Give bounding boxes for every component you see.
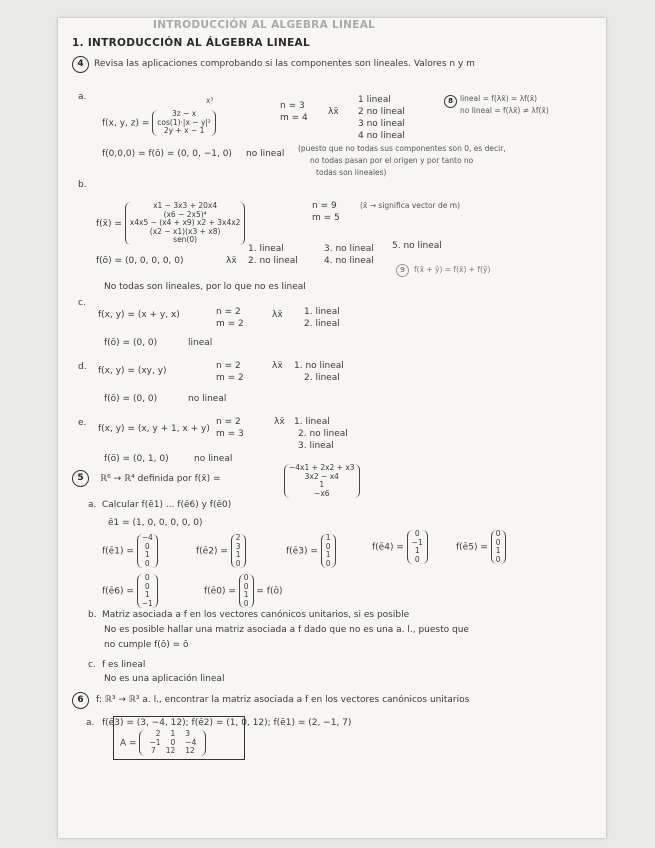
ex5b-text: Matriz asociada a f en los vectores canónicos unitarios, si es posible xyxy=(102,610,410,620)
faded-header: INTRODUCCIÓN AL ALGEBRA LINEAL xyxy=(153,19,376,31)
ex5-statement: ℝ⁶ → ℝ⁴ definida por f(x̄) = xyxy=(100,474,221,484)
ex5b-text2: No es posible hallar una matriz asociada a f dado que no es una a. l., puesto que xyxy=(104,625,469,635)
ex4b-note: f(x̄ + ȳ) = f(x̄) + f(ȳ) xyxy=(414,265,491,274)
note-tag-8: 8 xyxy=(444,95,457,108)
ex4b-lambda: λx̄ xyxy=(226,256,237,266)
ex5a-image-e4: f(ē4) = 0 −1 1 0 xyxy=(372,530,428,564)
ex4c-lambda: λx̄ xyxy=(272,310,283,320)
ex4d-lin-2: 2. lineal xyxy=(304,373,340,383)
ex4a-n: n = 3 xyxy=(280,101,305,111)
ex4d-function: f(x, y) = (xy, y) xyxy=(98,366,167,376)
exercise-number-6: 6 xyxy=(72,692,89,709)
ex6-statement: f: ℝ³ → ℝ³ a. l., encontrar la matriz asociada a f en los vectores canónicos unitarios xyxy=(96,695,470,705)
ex6a-text: f(ē3) = (3, −4, 12); f(ē2) = (1, 0, 12); f(ē1) = (2, −1, 7) xyxy=(102,718,352,728)
ex4d-label: d. xyxy=(78,362,87,372)
exercise-number-4: 4 xyxy=(72,56,89,73)
ex4a-lambda: λx̄ xyxy=(328,107,339,117)
ex4-statement: Revisa las aplicaciones comprobando si las componentes son lineales. Valores n y m xyxy=(94,59,475,69)
ex5a-text: Calcular f(ē1) ... f(ē6) y f(ē0) xyxy=(102,500,232,510)
ex4e-m: m = 3 xyxy=(216,429,244,439)
ex4c-m: m = 2 xyxy=(216,319,244,329)
ex4e-lin-1: 1. lineal xyxy=(294,417,330,427)
ex5a-image-e0: f(ē0) = 0 0 1 0 = f(ō) xyxy=(204,573,283,608)
ex4b-lin-2: 2. no lineal xyxy=(248,256,298,266)
ex4b-nm-note: (x̄ → significa vector de m) xyxy=(360,201,460,210)
ex5a-e1: ē1 = (1, 0, 0, 0, 0, 0) xyxy=(108,518,203,528)
note-tag-9: 9 xyxy=(396,264,409,277)
matrix-A: A = 2 1 3 −1 0 −4 7 12 12 xyxy=(120,730,206,756)
ex4a-note-1: (puesto que no todas sus componentes son 0, es decir, xyxy=(298,144,506,153)
ex4d-f0: f(ō) = (0, 0) xyxy=(104,394,158,404)
ex5a-image-e3: f(ē3) = 1 0 1 0 xyxy=(286,534,336,568)
ex5c-label: c. xyxy=(88,660,96,670)
ex4c-lin-1: 1. lineal xyxy=(304,307,340,317)
ex4b-n: n = 9 xyxy=(312,201,337,211)
ex4a-note-nolineal: no lineal = f(λx̄) ≠ λf(x̄) xyxy=(460,106,549,115)
ex4a-note-2: no todas pasan por el origen y por tanto no xyxy=(310,156,474,165)
ex4a-function: f(x, y, z) = 3z − x cos(1)·|x − y|² 2y + x − 1 xyxy=(102,110,216,136)
ex4a-f0-tag: no lineal xyxy=(246,149,285,159)
ex4d-tag: no lineal xyxy=(188,394,227,404)
ex4a-f0: f(0,0,0) = f(ō) = (0, 0, −1, 0) xyxy=(102,149,232,159)
ex4b-function: f(x̄) = x1 − 3x3 + 20x4 (x6 − 2x5)⁴ x4x5 − (x4 + x9) x2 + 3x4x2 (x2 − x1)(x3 + x8) sen(0) xyxy=(96,202,245,245)
ex4b-m: m = 5 xyxy=(312,213,340,223)
ex4a-lin-3: 3 no lineal xyxy=(358,119,405,129)
notebook-page xyxy=(58,18,606,838)
ex4e-n: n = 2 xyxy=(216,417,241,427)
ex4c-lin-2: 2. lineal xyxy=(304,319,340,329)
ex4a-label: a. xyxy=(78,92,87,102)
ex4b-lin-1: 1. lineal xyxy=(248,244,284,254)
ex5c-text2: No es una aplicación lineal xyxy=(104,674,225,684)
ex4a-lin-4: 4 no lineal xyxy=(358,131,405,141)
ex4b-lin-4: 4. no lineal xyxy=(324,256,374,266)
ex4b-lin-3: 3. no lineal xyxy=(324,244,374,254)
ex4e-function: f(x, y) = (x, y + 1, x + y) xyxy=(98,424,210,434)
ex4c-n: n = 2 xyxy=(216,307,241,317)
ex5c-text: f es lineal xyxy=(102,660,146,670)
ex4a-note-lineal: lineal = f(λx̄) = λf(x̄) xyxy=(460,94,538,103)
ex4b-components: x1 − 3x3 + 20x4 (x6 − 2x5)⁴ x4x5 − (x4 + x9) x2 + 3x4x2 (x2 − x1)(x3 + x8) sen(0) xyxy=(125,202,246,245)
ex4e-lin-3: 3. lineal xyxy=(298,441,334,451)
ex4a-lin-2: 2 no lineal xyxy=(358,107,405,117)
ex4e-tag: no lineal xyxy=(194,454,233,464)
ex5a-image-e1: f(ē1) = −4 0 1 0 xyxy=(102,534,158,568)
ex4d-lin-1: 1. no lineal xyxy=(294,361,344,371)
ex4e-lin-2: 2. no lineal xyxy=(298,429,348,439)
ex4c-f0: f(ō) = (0, 0) xyxy=(104,338,158,348)
ex4a-m: m = 4 xyxy=(280,113,308,123)
ex4d-m: m = 2 xyxy=(216,373,244,383)
ex4d-lambda: λx̄ xyxy=(272,361,283,371)
ex4c-tag: lineal xyxy=(188,338,213,348)
ex6a-label: a. xyxy=(86,718,95,728)
ex4c-function: f(x, y) = (x + y, x) xyxy=(98,310,180,320)
ex4b-lin-5: 5. no lineal xyxy=(392,241,442,251)
ex5-components: −4x1 + 2x2 + x3 3x2 − x4 1 −x6 xyxy=(284,464,360,498)
ex4d-n: n = 2 xyxy=(216,361,241,371)
ex5a-image-e6: f(ē6) = 0 0 1 −1 xyxy=(102,574,158,608)
ex4e-lambda: λx̄ xyxy=(274,417,285,427)
section-title: 1. INTRODUCCIÓN AL ÁLGEBRA LINEAL xyxy=(72,37,310,49)
ex5b-text3: no cumple f(ō) = ō xyxy=(104,640,189,650)
ex4b-f0: f(ō) = (0, 0, 0, 0, 0) xyxy=(96,256,184,266)
ex4a-exponent: x³ xyxy=(206,96,214,105)
ex4a-lin-1: 1 lineal xyxy=(358,95,391,105)
ex5a-label: a. xyxy=(88,500,97,510)
ex5a-image-e2: f(ē2) = 2 3 1 0 xyxy=(196,534,246,568)
ex4b-conclusion: No todas son lineales, por lo que no es lineal xyxy=(104,282,306,292)
exercise-number-5: 5 xyxy=(72,470,89,487)
ex5b-label: b. xyxy=(88,610,97,620)
ex4e-label: e. xyxy=(78,418,87,428)
ex4a-components: 3z − x cos(1)·|x − y|² 2y + x − 1 xyxy=(152,110,216,136)
ex4e-f0: f(ō) = (0, 1, 0) xyxy=(104,454,169,464)
ex4c-label: c. xyxy=(78,298,86,308)
ex5a-image-e5: f(ē5) = 0 0 1 0 xyxy=(456,530,506,564)
ex4a-note-3: todas son lineales) xyxy=(316,168,387,177)
ex4b-label: b. xyxy=(78,180,87,190)
